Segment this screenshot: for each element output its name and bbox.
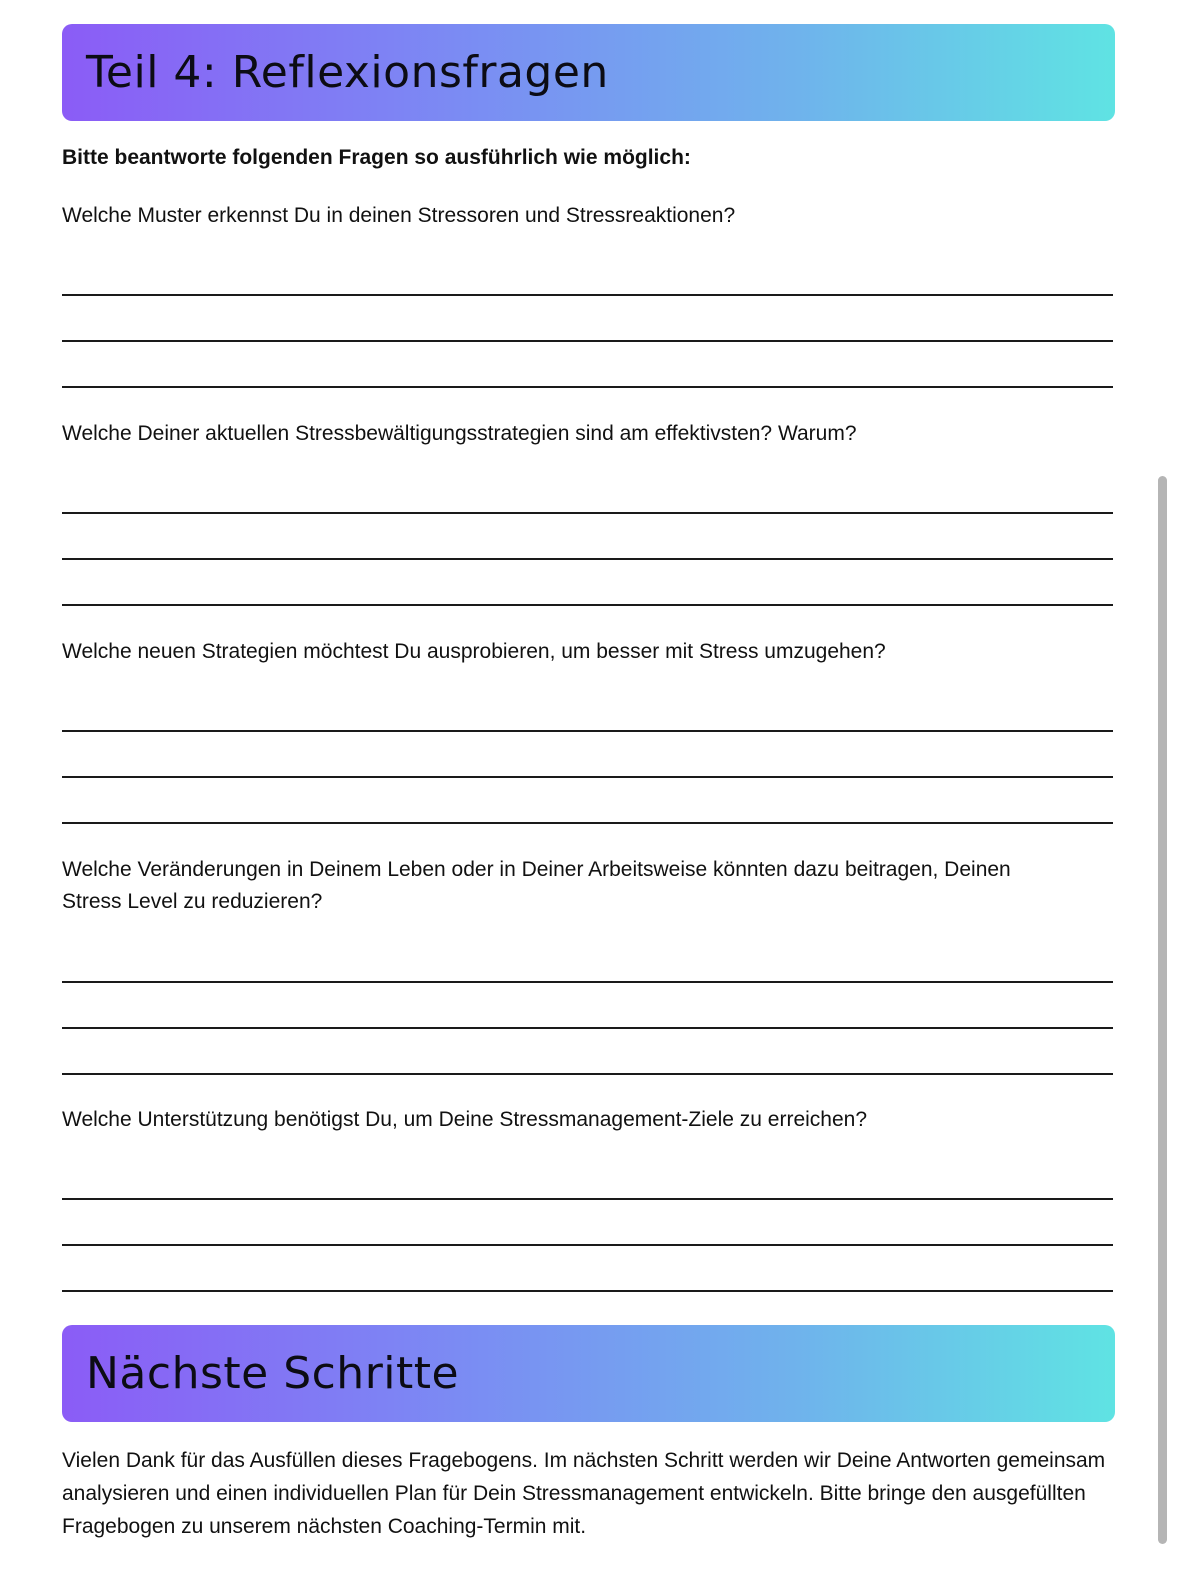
vertical-scrollbar[interactable] xyxy=(1158,476,1167,1544)
question-3: Welche neuen Strategien möchtest Du ausprobieren, um besser mit Stress umzugehen? xyxy=(62,640,886,663)
answer-line[interactable] xyxy=(62,822,1113,824)
answer-line[interactable] xyxy=(62,1198,1113,1200)
answer-line[interactable] xyxy=(62,386,1113,388)
answer-line[interactable] xyxy=(62,558,1113,560)
section-header-naechste-schritte xyxy=(62,1325,1115,1422)
answer-line[interactable] xyxy=(62,730,1113,732)
answer-line[interactable] xyxy=(62,1290,1113,1292)
answer-line[interactable] xyxy=(62,340,1113,342)
answer-line[interactable] xyxy=(62,1244,1113,1246)
instruction-text: Bitte beantworte folgenden Fragen so ausführlich wie möglich: xyxy=(62,146,691,169)
section-title: Teil 4: Reflexionsfragen xyxy=(86,47,609,98)
closing-paragraph: Vielen Dank für das Ausfüllen dieses Fragebogens. Im nächsten Schritt werden wir Deine Antworten gemeinsam analysieren und einen individuellen Plan für Dein Stressmanagement entwickeln. Bitte bringe den ausgefüllten Fragebogen zu unserem nächsten Coaching-Termin mit. xyxy=(62,1449,1106,1538)
answer-line[interactable] xyxy=(62,604,1113,606)
section-title: Nächste Schritte xyxy=(86,1348,460,1399)
question-1: Welche Muster erkennst Du in deinen Stressoren und Stressreaktionen? xyxy=(62,204,736,227)
answer-line[interactable] xyxy=(62,1027,1113,1029)
answer-line[interactable] xyxy=(62,776,1113,778)
question-2: Welche Deiner aktuellen Stressbewältigungsstrategien sind am effektivsten? Warum? xyxy=(62,422,857,445)
answer-line[interactable] xyxy=(62,1073,1113,1075)
answer-line[interactable] xyxy=(62,512,1113,514)
section-header-reflexionsfragen xyxy=(62,24,1115,121)
question-4: Welche Veränderungen in Deinem Leben oder in Deiner Arbeitsweise könnten dazu beitragen, Deinen Stress Level zu reduzieren? xyxy=(62,858,1011,913)
answer-line[interactable] xyxy=(62,981,1113,983)
answer-line[interactable] xyxy=(62,294,1113,296)
question-5: Welche Unterstützung benötigst Du, um Deine Stressmanagement-Ziele zu erreichen? xyxy=(62,1108,868,1131)
